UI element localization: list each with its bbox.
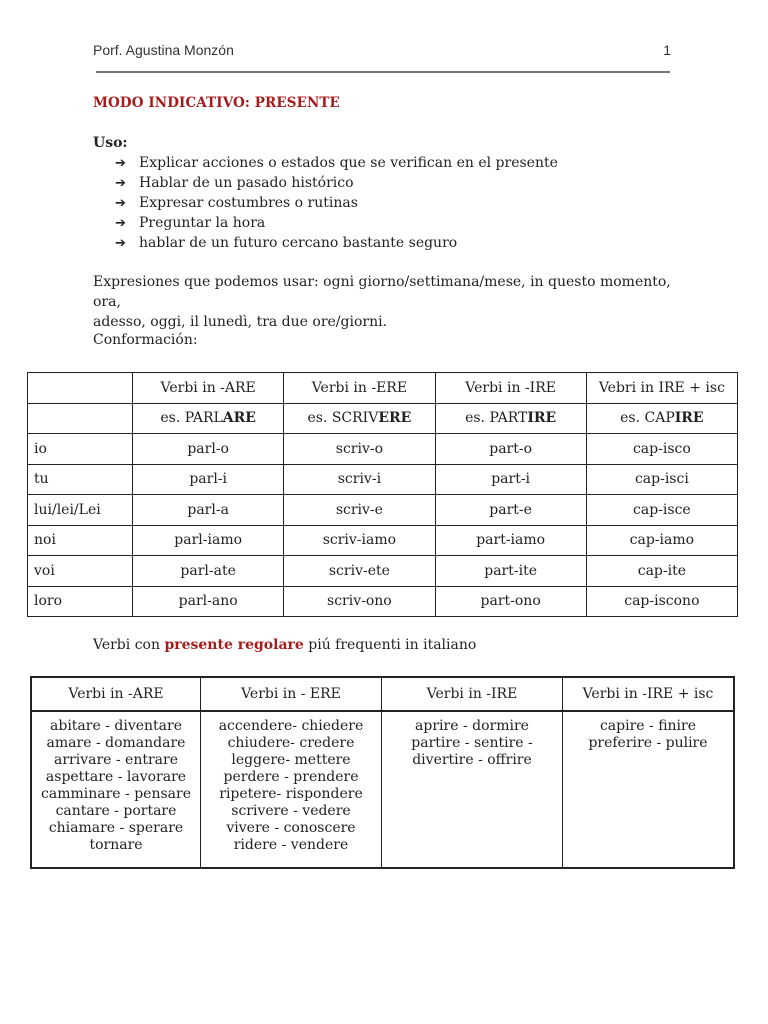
table-cell: parl-o: [133, 434, 284, 465]
pronoun-cell: lui/lei/Lei: [28, 495, 133, 526]
example-cell: es. SCRIVERE: [284, 403, 435, 434]
expresiones-paragraph: [93, 272, 693, 332]
table-cell: cap-iscono: [586, 586, 737, 617]
table-cell: cap-ite: [586, 556, 737, 587]
pronoun-cell: noi: [28, 525, 133, 556]
column-header: Verbi in -IRE + isc: [563, 677, 735, 711]
document-title: MODO INDICATIVO: PRESENTE: [93, 95, 340, 111]
example-cell: es. CAPIRE: [586, 403, 737, 434]
arrow-right-icon: ➔: [115, 196, 126, 211]
expresiones-line: Expresiones que podemos usar: ogni giorno/settimana/mese, in questo momento, ora,: [93, 274, 671, 310]
list-item: ➔ Preguntar la hora: [115, 213, 558, 233]
table-header-row: [31, 677, 734, 711]
expresiones-line: adesso, oggi, il lunedì, tra due ore/giorni.: [93, 314, 388, 330]
table-cell: parl-iamo: [133, 525, 284, 556]
table-cell: part-i: [435, 464, 586, 495]
table-cell: parl-a: [133, 495, 284, 526]
table-row: [28, 556, 738, 587]
highlighted-term: presente regolare: [164, 637, 304, 653]
uso-list: [115, 153, 558, 253]
verb-list-cell: aprire - dormire partire - sentire - divertire - offrire: [382, 711, 563, 868]
header-divider: [96, 71, 670, 73]
verb-list-cell: accendere- chiedere chiudere- credere leggere- mettere perdere - prendere ripetere- rispondere scrivere - vedere vivere - conoscere ridere - vendere: [201, 711, 382, 868]
frequent-verbs-table: [30, 676, 735, 869]
uso-label: Uso:: [93, 135, 128, 151]
verbs-intro: Verbi con presente regolare piú frequenti in italiano: [93, 637, 477, 653]
column-header: Verbi in -IRE: [382, 677, 563, 711]
table-row: [28, 586, 738, 617]
table-row: [31, 711, 734, 868]
table-cell: scriv-ete: [284, 556, 435, 587]
author-name: Porf. Agustina Monzón: [93, 42, 234, 58]
table-cell: cap-isci: [586, 464, 737, 495]
conjugation-table: [27, 372, 738, 617]
table-row: [28, 495, 738, 526]
list-item: ➔ Expresar costumbres o rutinas: [115, 193, 558, 213]
table-cell: scriv-o: [284, 434, 435, 465]
arrow-right-icon: ➔: [115, 176, 126, 191]
arrow-right-icon: ➔: [115, 216, 126, 231]
page-header: [93, 42, 673, 58]
table-cell: scriv-e: [284, 495, 435, 526]
table-row: [28, 525, 738, 556]
table-cell: [28, 403, 133, 434]
list-item: ➔ Hablar de un pasado histórico: [115, 173, 558, 193]
column-header: Verbi in -ARE: [31, 677, 201, 711]
list-item: ➔ Explicar acciones o estados que se verifican en el presente: [115, 153, 558, 173]
pronoun-cell: voi: [28, 556, 133, 587]
table-cell: part-ono: [435, 586, 586, 617]
column-header: Verbi in -IRE: [435, 373, 586, 404]
example-cell: es. PARLARE: [133, 403, 284, 434]
column-header: Verbi in - ERE: [201, 677, 382, 711]
table-row: [28, 464, 738, 495]
table-cell: cap-isce: [586, 495, 737, 526]
page-number: 1: [663, 42, 671, 58]
column-header: Verbi in -ERE: [284, 373, 435, 404]
table-cell: scriv-ono: [284, 586, 435, 617]
table-cell: [28, 373, 133, 404]
table-cell: scriv-i: [284, 464, 435, 495]
verb-list-cell: capire - finire preferire - pulire: [563, 711, 735, 868]
pronoun-cell: io: [28, 434, 133, 465]
table-cell: part-e: [435, 495, 586, 526]
column-header: Vebri in IRE + isc: [586, 373, 737, 404]
table-cell: cap-iamo: [586, 525, 737, 556]
example-cell: es. PARTIRE: [435, 403, 586, 434]
arrow-right-icon: ➔: [115, 236, 126, 251]
column-header: Verbi in -ARE: [133, 373, 284, 404]
table-header-row: [28, 373, 738, 404]
table-cell: cap-isco: [586, 434, 737, 465]
verb-list-cell: abitare - diventare amare - domandare arrivare - entrare aspettare - lavorare camminare - pensare cantare - portare chiamare - sperare tornare: [31, 711, 201, 868]
table-row: [28, 403, 738, 434]
table-cell: part-iamo: [435, 525, 586, 556]
table-cell: part-ite: [435, 556, 586, 587]
pronoun-cell: tu: [28, 464, 133, 495]
table-cell: parl-ate: [133, 556, 284, 587]
table-cell: parl-ano: [133, 586, 284, 617]
table-cell: part-o: [435, 434, 586, 465]
pronoun-cell: loro: [28, 586, 133, 617]
table-row: [28, 434, 738, 465]
conformacion-label: Conformación:: [93, 332, 198, 348]
arrow-right-icon: ➔: [115, 156, 126, 171]
list-item: ➔ hablar de un futuro cercano bastante seguro: [115, 233, 558, 253]
table-cell: parl-i: [133, 464, 284, 495]
table-cell: scriv-iamo: [284, 525, 435, 556]
